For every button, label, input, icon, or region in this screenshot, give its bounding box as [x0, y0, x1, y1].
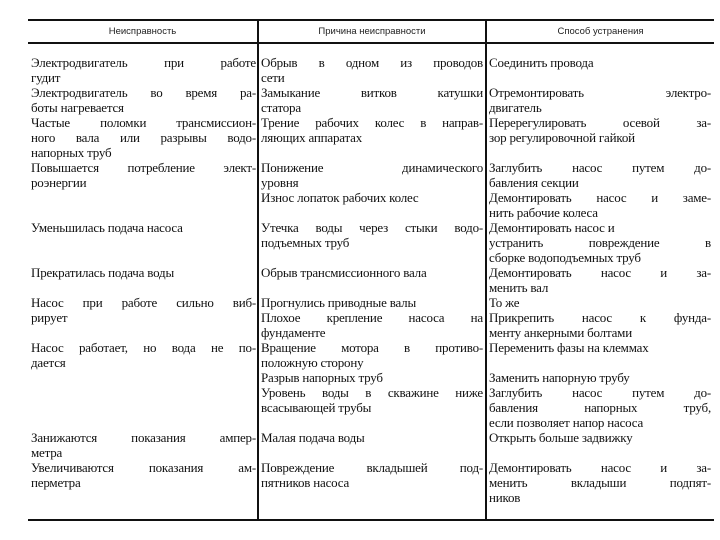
column-fault — [31, 55, 256, 505]
table-cell-line: Повышается потребление элект- — [31, 160, 256, 175]
table-cell-line — [31, 400, 256, 415]
table-cell-line: перметра — [31, 475, 81, 490]
table-cell-line: фундаменте — [261, 325, 326, 340]
table-cell-line: Трение рабочих колес в направ- — [261, 115, 483, 130]
table-cell-line: Прекратилась подача воды — [31, 265, 174, 280]
table-cell-line: уровня — [261, 175, 299, 190]
table-cell-line — [489, 70, 711, 85]
table-cell-line — [261, 250, 483, 265]
table-cell-line: двигатель — [489, 100, 542, 115]
table-cell-line — [261, 415, 483, 430]
table-cell-line: Уровень воды в скважине ниже — [261, 385, 483, 400]
table-cell-line: Занижаются показания ампер- — [31, 430, 256, 445]
table-cell-line: Демонтировать насос и заме- — [489, 190, 711, 205]
table-cell-line: Насос при работе сильно виб- — [31, 295, 256, 310]
table-cell-line — [261, 445, 483, 460]
table-cell-line: Переменить фазы на клеммах — [489, 340, 649, 355]
table-cell-line: Обрыв в одном из проводов — [261, 55, 483, 70]
table-cell-line — [31, 250, 256, 265]
column-remedy — [489, 55, 711, 505]
table-cell-line: Отремонтировать электро- — [489, 85, 711, 100]
table-cell-line: рирует — [31, 310, 68, 325]
table-cell-line — [31, 490, 256, 505]
table-cell-line: статора — [261, 100, 301, 115]
table-cell-line: всасывающей трубы — [261, 400, 372, 415]
table-cell-line — [31, 190, 256, 205]
table-cell-line — [31, 370, 256, 385]
table-cell-line: Утечка воды через стыки водо- — [261, 220, 483, 235]
table-cell-line: Прикрепить насос к фунда- — [489, 310, 711, 325]
table-cell-line: если позволяет напор насоса — [489, 415, 644, 430]
table-cell-line: Соединить провода — [489, 55, 594, 70]
table-cell-line — [31, 415, 256, 430]
table-cell-line: боты нагревается — [31, 100, 124, 115]
table-cell-line: Обрыв трансмиссионного вала — [261, 265, 427, 280]
table-cell-line: Вращение мотора в противо- — [261, 340, 483, 355]
table-cell-line: Демонтировать насос и за- — [489, 265, 711, 280]
column-cause — [261, 55, 483, 505]
table-cell-line: Открыть больше задвижку — [489, 430, 633, 445]
table-cell-line: метра — [31, 445, 63, 460]
table-cell-line: зор регулировочной гайкой — [489, 130, 635, 145]
header-fault: Неисправность — [108, 26, 177, 37]
table-cell-line: менить вал — [489, 280, 549, 295]
table-cell-line: Повреждение вкладышей под- — [261, 460, 483, 475]
table-cell-line: роэнергии — [31, 175, 87, 190]
table-cell-line: Уменьшилась подача насоса — [31, 220, 183, 235]
table-cell-line: Разрыв напорных труб — [261, 370, 383, 385]
table-cell-line: Демонтировать насос и — [489, 220, 615, 235]
table-cell-line: сборке водоподъемных труб — [489, 250, 641, 265]
table-cell-line: Прогнулись приводные валы — [261, 295, 416, 310]
table-cell-line: Частые поломки трансмиссион- — [31, 115, 256, 130]
table-cell-line: Малая подача воды — [261, 430, 365, 445]
table-cell-line: Демонтировать насос и за- — [489, 460, 711, 475]
table-cell-line: Заглубить насос путем до- — [489, 385, 711, 400]
table-cell-line: Перерегулировать осевой за- — [489, 115, 711, 130]
header-bottom-rule — [28, 42, 714, 44]
table-cell-line: Заменить напорную трубу — [489, 370, 630, 385]
table-cell-line — [31, 385, 256, 400]
table-cell-line: Плохое крепление насоса на — [261, 310, 483, 325]
table-cell-line: дается — [31, 355, 66, 370]
column-divider — [485, 20, 487, 521]
table-cell-line: Понижение динамического — [261, 160, 483, 175]
header-remedy: Способ устранения — [557, 26, 644, 37]
table-cell-line: подъемных труб — [261, 235, 350, 250]
table-cell-line — [31, 205, 256, 220]
table-cell-line: ников — [489, 490, 521, 505]
table-cell-line: Замыкание витков катушки — [261, 85, 483, 100]
table-cell-line — [489, 445, 711, 460]
table-cell-line: Заглубить насос путем до- — [489, 160, 711, 175]
table-bottom-rule — [28, 519, 714, 521]
table-cell-line: гудит — [31, 70, 61, 85]
table-cell-line: Увеличиваются показания ам- — [31, 460, 256, 475]
table-cell-line: пятников насоса — [261, 475, 350, 490]
table-cell-line: устранить повреждение в — [489, 235, 711, 250]
table-cell-line: менту анкерными болтами — [489, 325, 632, 340]
header-cause: Причина неисправности — [318, 26, 426, 37]
table-cell-line — [489, 355, 711, 370]
table-cell-line: напорных труб — [31, 145, 112, 160]
table-cell-line — [31, 280, 256, 295]
table-cell-line — [31, 235, 256, 250]
table-cell-line — [489, 145, 711, 160]
table-cell-line: менить вкладыши подпят- — [489, 475, 711, 490]
table-cell-line: То же — [489, 295, 520, 310]
table-cell-line: Износ лопаток рабочих колес — [261, 190, 419, 205]
table-cell-line — [261, 490, 483, 505]
table-cell-line: ляющих аппаратах — [261, 130, 363, 145]
table-cell-line: сети — [261, 70, 285, 85]
table-cell-line — [261, 145, 483, 160]
table-cell-line — [261, 280, 483, 295]
table-cell-line: положную сторону — [261, 355, 364, 370]
table-cell-line — [261, 205, 483, 220]
table-cell-line — [31, 325, 256, 340]
table-cell-line: Электродвигатель во время ра- — [31, 85, 256, 100]
table-cell-line: Электродвигатель при работе — [31, 55, 256, 70]
column-divider — [257, 20, 259, 521]
table-cell-line: бавления секции — [489, 175, 579, 190]
table-cell-line: ного вала или разрывы водо- — [31, 130, 256, 145]
table-cell-line: Насос работает, но вода не по- — [31, 340, 256, 355]
table-cell-line: нить рабочие колеса — [489, 205, 598, 220]
table-cell-line: бавления напорных труб, — [489, 400, 711, 415]
